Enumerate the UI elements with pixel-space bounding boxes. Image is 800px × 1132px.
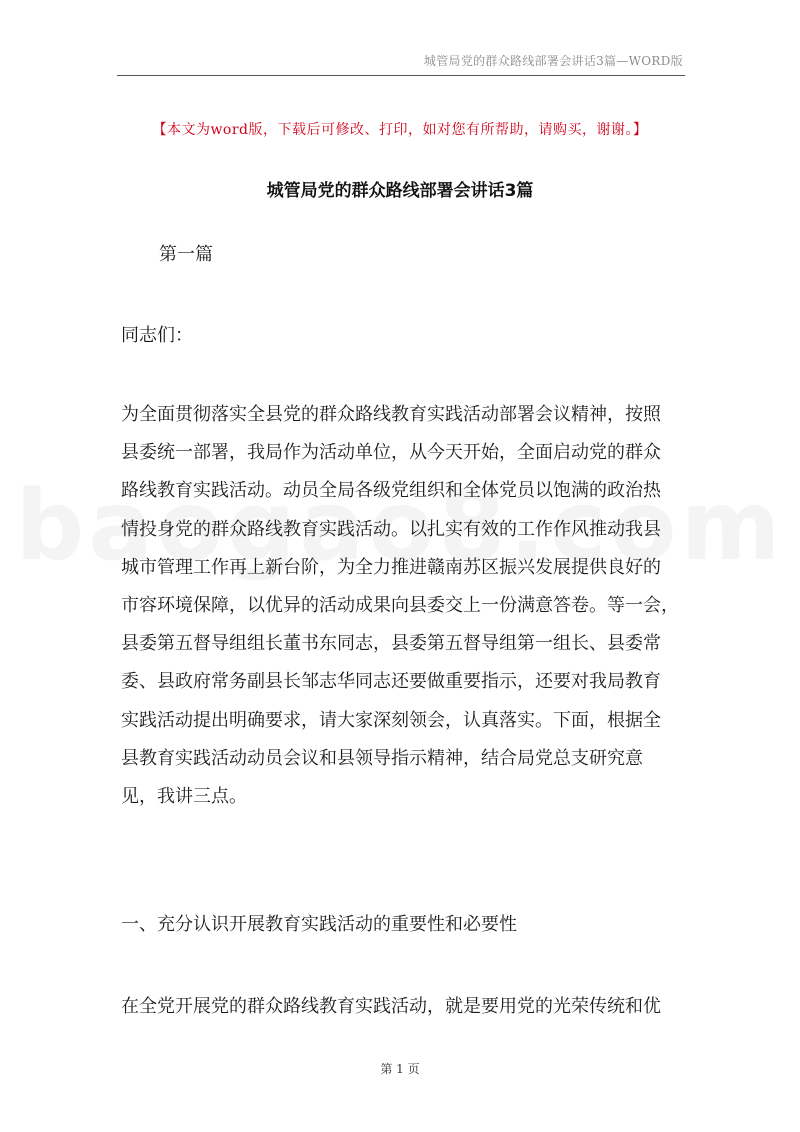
- paragraph-line: 情投身党的群众路线教育实践活动。以扎实有效的工作作风推动我县: [121, 518, 661, 540]
- paragraph-line: 县委统一部署，我局作为活动单位，从今天开始，全面启动党的群众: [121, 442, 661, 464]
- paragraph-line: 城市管理工作再上新台阶，为全力推进赣南苏区振兴发展提供良好的: [121, 556, 661, 578]
- running-header: 城管局党的群众路线部署会讲话3篇—WORD版: [423, 54, 683, 68]
- section-heading-one: 一、充分认识开展教育实践活动的重要性和必要性: [121, 914, 517, 935]
- paragraph-line: 为全面贯彻落实全县党的群众路线教育实践活动部署会议精神，按照: [121, 404, 661, 425]
- page-number: 第 1 页: [380, 1062, 420, 1076]
- purchase-notice: 【本文为word版，下载后可修改、打印，如对您有所帮助，请购买，谢谢。】: [152, 122, 648, 138]
- section-label: 第一篇: [159, 244, 213, 265]
- paragraph-line: 见，我讲三点。: [121, 785, 247, 807]
- paragraph-line: 县委第五督导组组长董书东同志，县委第五督导组第一组长、县委常: [121, 633, 661, 655]
- paragraph-line: 市容环境保障，以优异的活动成果向县委交上一份满意答卷。等一会，: [121, 594, 679, 616]
- paragraph-line: 委、县政府常务副县长邹志华同志还要做重要指示，还要对我局教育: [121, 671, 661, 693]
- header-divider: [117, 75, 685, 76]
- document-title: 城管局党的群众路线部署会讲话3篇: [266, 181, 534, 201]
- paragraph-line: 实践活动提出明确要求，请大家深刻领会，认真落实。下面，根据全: [121, 709, 661, 731]
- paragraph-line: 县教育实践活动动员会议和县领导指示精神，结合局党总支研究意: [121, 747, 643, 769]
- greeting: 同志们：: [121, 325, 193, 346]
- paragraph-two-line: 在全党开展党的群众路线教育实践活动，就是要用党的光荣传统和优: [121, 996, 661, 1017]
- paragraph-line: 路线教育实践活动。动员全局各级党组织和全体党员以饱满的政治热: [121, 480, 661, 502]
- body-paragraph: [121, 402, 687, 822]
